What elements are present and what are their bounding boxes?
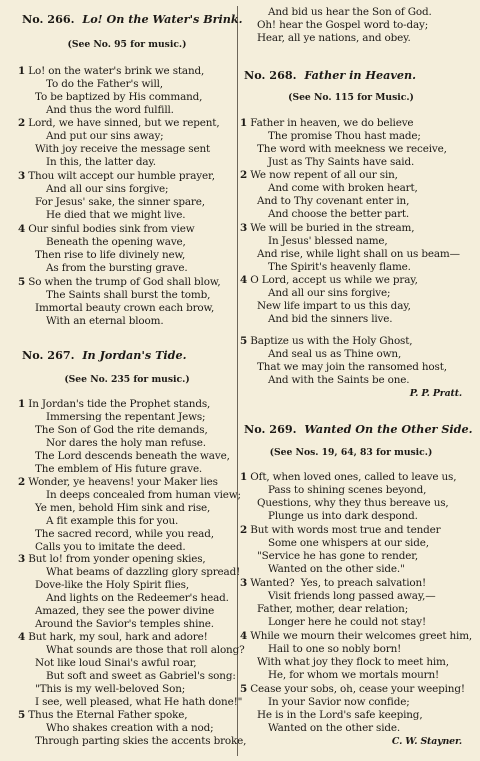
verse-line — [18, 65, 204, 78]
verse-text: So when the trump of God shall blow, — [28, 276, 221, 288]
verse-line — [18, 631, 208, 644]
verse-number: 3 — [18, 553, 26, 565]
verse-line: Hail to one so nobly born! — [268, 643, 402, 655]
verse-line: And come with broken heart, — [268, 182, 418, 194]
verse-number: 2 — [18, 476, 26, 488]
verse-line: The emblem of His future grave. — [35, 463, 203, 475]
verse-line: The Saints shall burst the tomb, — [46, 289, 211, 301]
verse-line: Then rise to life divinely new, — [35, 249, 186, 261]
verse-line: Wanted on the other side. — [268, 722, 401, 734]
verse-number: 4 — [18, 223, 26, 235]
verse-line: And seal us as Thine own, — [268, 348, 402, 360]
verse-line: Dove-like the Holy Spirit flies, — [35, 579, 189, 591]
verse-line: Just as Thy Saints have said. — [268, 156, 415, 168]
verse-number: 3 — [240, 222, 248, 234]
verse-number: 3 — [240, 577, 248, 589]
verse-number: 4 — [240, 630, 248, 642]
verse-number: 5 — [18, 276, 26, 288]
verse-line — [240, 117, 413, 130]
verse-line: Questions, why they thus bereave us, — [257, 497, 449, 509]
verse-line: As from the bursting grave. — [46, 262, 188, 274]
verse-line — [18, 709, 187, 722]
verse-text: We will be buried in the stream, — [250, 222, 415, 234]
verse-line — [240, 222, 414, 235]
verse-line: And bid us hear the Son of God. — [268, 6, 432, 18]
verse-line: Ye men, behold Him sink and rise, — [35, 502, 211, 514]
verse-text: But with words most true and tender — [250, 524, 441, 536]
verse-line: The Spirit's heavenly flame. — [268, 261, 411, 273]
verse-line: New life impart to us this day, — [257, 300, 411, 312]
verse-line — [240, 335, 412, 348]
verse-text: In Jordan's tide the Prophet stands, — [28, 398, 211, 410]
verse-line: Oh! hear the Gospel word to-day; — [257, 19, 429, 31]
verse-line — [240, 274, 418, 287]
music-reference: (See Nos. 19, 64, 83 for music.) — [269, 447, 433, 458]
verse-line — [240, 471, 456, 484]
verse-line: I see, well pleased, what He hath done!" — [35, 696, 243, 708]
verse-text: But lo! from yonder opening skies, — [28, 553, 206, 565]
verse-line: Beneath the opening wave, — [46, 236, 186, 248]
verse-line: Immersing the repentant Jews; — [46, 411, 206, 423]
verse-line: And all our sins forgive; — [268, 287, 391, 299]
verse-number: 1 — [18, 65, 26, 77]
hymn-author: P. P. Pratt. — [409, 388, 462, 399]
verse-line: "Service he has gone to render, — [257, 550, 419, 562]
verse-line — [18, 398, 210, 411]
verse-line: The word with meekness we receive, — [257, 143, 447, 155]
verse-line: Not like loud Sinai's awful roar, — [35, 657, 197, 669]
hymn-title — [22, 13, 243, 26]
verse-text: Father in heaven, we do believe — [250, 117, 414, 129]
verse-line — [240, 577, 426, 590]
verse-line: He is in the Lord's safe keeping, — [257, 709, 423, 721]
hymn-number: No. 268. — [244, 68, 297, 82]
verse-line: Around the Savior's temples shine. — [35, 618, 214, 630]
verse-line: The promise Thou hast made; — [268, 130, 421, 142]
verse-text: Thus the Eternal Father spoke, — [28, 709, 188, 721]
verse-line: And lights on the Redeemer's head. — [46, 592, 229, 604]
verse-text: Wonder, ye heavens! your Maker lies — [28, 476, 218, 488]
verse-line: And thus the word fulfill. — [46, 104, 174, 116]
verse-line: To be baptized by His command, — [35, 91, 203, 103]
verse-line: In this, the latter day. — [46, 156, 156, 168]
verse-line: Nor dares the holy man refuse. — [46, 437, 206, 449]
verse-line: What beams of dazzling glory spread! — [46, 566, 241, 578]
verse-number: 1 — [18, 398, 26, 410]
verse-line: Immortal beauty crown each brow, — [35, 302, 215, 314]
verse-text: Lo! on the water's brink we stand, — [28, 65, 205, 77]
verse-text: Thou wilt accept our humble prayer, — [28, 170, 215, 182]
verse-text: Baptize us with the Holy Ghost, — [250, 335, 413, 347]
hymn-name: In Jordan's Tide. — [82, 348, 187, 362]
music-reference: (See No. 115 for Music.) — [288, 92, 414, 103]
verse-line: The Lord descends beneath the wave, — [35, 450, 230, 462]
verse-number: 3 — [18, 170, 26, 182]
verse-text: We now repent of all our sin, — [250, 169, 398, 181]
verse-number: 4 — [240, 274, 248, 286]
verse-line: And to Thy covenant enter in, — [257, 195, 410, 207]
verse-text: O Lord, accept us while we pray, — [250, 274, 418, 286]
verse-line: Wanted on the other side." — [268, 563, 405, 575]
verse-line: Visit friends long passed away,— — [268, 590, 436, 602]
verse-number: 5 — [240, 683, 248, 695]
verse-line: The sacred record, while you read, — [35, 528, 214, 540]
verse-number: 4 — [18, 631, 26, 643]
verse-line — [240, 683, 465, 696]
music-reference: (See No. 235 for music.) — [64, 374, 190, 385]
verse-line: Who shakes creation with a nod; — [46, 722, 214, 734]
verse-line: Through parting skies the accents broke, — [35, 735, 247, 747]
verse-text: Oft, when loved ones, called to leave us, — [250, 471, 457, 483]
verse-line: But soft and sweet as Gabriel's song: — [46, 670, 236, 682]
verse-line — [18, 553, 206, 566]
hymn-number: No. 266. — [22, 12, 75, 26]
verse-line: Amazed, they see the power divine — [35, 605, 215, 617]
verse-line: With what joy they flock to meet him, — [257, 656, 449, 668]
verse-number: 2 — [240, 169, 248, 181]
verse-line: In deeps concealed from human view; — [46, 489, 241, 501]
verse-line: Father, mother, dear relation; — [257, 603, 409, 615]
verse-line — [18, 117, 220, 130]
verse-text: Lord, we have sinned, but we repent, — [28, 117, 220, 129]
verse-line: That we may join the ransomed host, — [257, 361, 447, 373]
verse-text: Our sinful bodies sink from view — [28, 223, 195, 235]
hymn-number: No. 267. — [22, 348, 75, 362]
verse-number: 1 — [240, 117, 248, 129]
music-reference: (See No. 95 for music.) — [67, 39, 187, 50]
verse-line: To do the Father's will, — [46, 78, 163, 90]
verse-line: Longer here he could not stay! — [268, 616, 427, 628]
verse-line: Calls you to imitate the deed. — [35, 541, 186, 553]
verse-line: What sounds are those that roll along? — [46, 644, 245, 656]
verse-line — [18, 276, 221, 289]
verse-line: "This is my well-beloved Son; — [35, 683, 186, 695]
verse-line: A fit example this for you. — [46, 515, 179, 527]
verse-number: 5 — [240, 335, 248, 347]
verse-line: And rise, while light shall on us beam— — [257, 248, 460, 260]
hymn-name: Lo! On the Water's Brink. — [82, 12, 243, 26]
verse-line: The Son of God the rite demands, — [35, 424, 208, 436]
verse-line — [240, 524, 440, 537]
hymn-name: Wanted On the Other Side. — [304, 422, 473, 436]
verse-line — [240, 630, 472, 643]
verse-line: And put our sins away; — [46, 130, 164, 142]
verse-line: Pass to shining scenes beyond, — [268, 484, 427, 496]
hymn-title — [22, 349, 186, 362]
verse-line: In your Savior now confide; — [268, 696, 410, 708]
verse-line: For Jesus' sake, the sinner spare, — [35, 196, 205, 208]
hymn-title — [244, 423, 473, 436]
verse-line — [18, 223, 195, 236]
verse-line — [18, 476, 218, 489]
hymn-author: C. W. Stayner. — [391, 736, 462, 747]
verse-line: And choose the better part. — [268, 208, 410, 220]
verse-line — [240, 169, 398, 182]
verse-line: He, for whom we mortals mourn! — [268, 669, 440, 681]
verse-line: In Jesus' blessed name, — [268, 235, 388, 247]
verse-line: He died that we might live. — [46, 209, 186, 221]
verse-line: Plunge us into dark despond. — [268, 510, 418, 522]
verse-text: Cease your sobs, oh, cease your weeping! — [250, 683, 465, 695]
verse-line: With joy receive the message sent — [35, 143, 211, 155]
verse-line: And bid the sinners live. — [268, 313, 393, 325]
verse-line: Some one whispers at our side, — [268, 537, 429, 549]
verse-line: And all our sins forgive; — [46, 183, 169, 195]
verse-number: 1 — [240, 471, 248, 483]
verse-line — [18, 170, 215, 183]
verse-number: 2 — [240, 524, 248, 536]
verse-text: But hark, my soul, hark and adore! — [28, 631, 208, 643]
verse-line: With an eternal bloom. — [46, 315, 164, 327]
verse-text: Wanted? Yes, to preach salvation! — [250, 577, 427, 589]
hymn-title — [244, 69, 416, 82]
hymn-name: Father in Heaven. — [304, 68, 416, 82]
verse-number: 2 — [18, 117, 26, 129]
hymn-number: No. 269. — [244, 422, 297, 436]
verse-line: Hear, all ye nations, and obey. — [257, 32, 411, 44]
verse-number: 5 — [18, 709, 26, 721]
verse-text: While we mourn their welcomes greet him, — [250, 630, 473, 642]
verse-line: And with the Saints be one. — [268, 374, 410, 386]
